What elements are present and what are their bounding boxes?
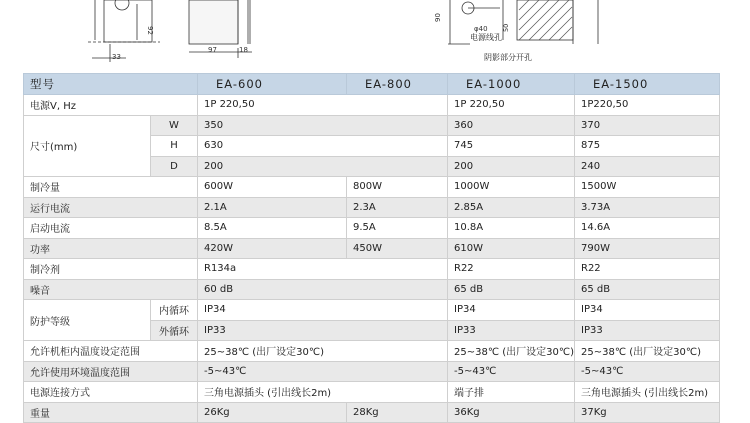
cell: 28Kg [347, 402, 448, 423]
row-label: 制冷量 [24, 177, 198, 198]
row-ambient-temp [24, 361, 720, 382]
power-cable-hole-label: 电源线孔 [470, 33, 502, 42]
row-label: 噪音 [24, 279, 198, 300]
cell: R22 [575, 259, 720, 280]
model-ea-1500: EA-1500 [575, 74, 720, 95]
row-label: 允许使用环境温度范围 [24, 361, 198, 382]
left-dim-1: 92 [146, 26, 154, 35]
row-size-w [24, 115, 720, 136]
model-ea-600: EA-600 [198, 74, 347, 95]
row-protection-inner [24, 300, 720, 321]
cell: 14.6A [575, 218, 720, 239]
left-dim-3: 97 [208, 46, 217, 54]
sub-label: 外循环 [151, 320, 198, 341]
cell: IP33 [448, 320, 575, 341]
cell: 200 [198, 156, 448, 177]
row-cabinet-temp [24, 341, 720, 362]
cell: 65 dB [575, 279, 720, 300]
cell: 450W [347, 238, 448, 259]
cell: 端子排 [448, 382, 575, 403]
cell: 420W [198, 238, 347, 259]
cell: IP33 [198, 320, 448, 341]
right-dim-3: 50 [502, 23, 510, 32]
row-noise [24, 279, 720, 300]
hatched-area [519, 0, 572, 40]
cell: -5~43℃ [198, 361, 448, 382]
cell: 350 [198, 115, 448, 136]
row-start-current [24, 218, 720, 239]
cell: 37Kg [575, 402, 720, 423]
spec-table [23, 73, 720, 423]
cell: 1P 220,50 [448, 95, 575, 116]
drawing-area [0, 0, 750, 72]
cell: 26Kg [198, 402, 347, 423]
cell: 875 [575, 136, 720, 157]
row-label: 允许机柜内温度设定范围 [24, 341, 198, 362]
cell: 1500W [575, 177, 720, 198]
row-label: 制冷剂 [24, 259, 198, 280]
cell: 240 [575, 156, 720, 177]
shaded-opening-label: 阴影部分开孔 [484, 53, 532, 62]
row-label: 尺寸(mm) [24, 115, 151, 177]
table-header-row [24, 74, 720, 95]
right-dim-1: 90 [434, 13, 442, 22]
cell: 2.3A [347, 197, 448, 218]
cell: 790W [575, 238, 720, 259]
cell: 三角电源插头 (引出线长2m) [575, 382, 720, 403]
right-dim-2: φ40 [474, 25, 488, 33]
row-cooling [24, 177, 720, 198]
cell: 25~38℃ (出厂设定30℃) [198, 341, 448, 362]
model-ea-1000: EA-1000 [448, 74, 575, 95]
cell: IP33 [575, 320, 720, 341]
cell: IP34 [448, 300, 575, 321]
model-ea-800: EA-800 [347, 74, 448, 95]
cell: 200 [448, 156, 575, 177]
cell: 36Kg [448, 402, 575, 423]
cell: 8.5A [198, 218, 347, 239]
row-weight [24, 402, 720, 423]
cell: 600W [198, 177, 347, 198]
model-label: 型号 [24, 74, 198, 95]
cell: 65 dB [448, 279, 575, 300]
cell: 370 [575, 115, 720, 136]
cell: 25~38℃ (出厂设定30℃) [448, 341, 575, 362]
cell: 60 dB [198, 279, 448, 300]
cell: -5~43℃ [448, 361, 575, 382]
cell: 25~38℃ (出厂设定30℃) [575, 341, 720, 362]
cell: IP34 [198, 300, 448, 321]
cell: 2.1A [198, 197, 347, 218]
row-label: 防护等级 [24, 300, 151, 341]
sub-label: 内循环 [151, 300, 198, 321]
dimension-drawings [0, 0, 750, 72]
cell: 1P220,50 [575, 95, 720, 116]
sub-label: W [151, 115, 198, 136]
row-label: 电源连接方式 [24, 382, 198, 403]
sub-label: H [151, 136, 198, 157]
row-label: 重量 [24, 402, 198, 423]
cell: 2.85A [448, 197, 575, 218]
row-label: 功率 [24, 238, 198, 259]
row-wattage [24, 238, 720, 259]
cell: 10.8A [448, 218, 575, 239]
left-dim-2: 33 [112, 53, 121, 61]
cell: R134a [198, 259, 448, 280]
cell: IP34 [575, 300, 720, 321]
row-label: 启动电流 [24, 218, 198, 239]
cell: 3.73A [575, 197, 720, 218]
sub-label: D [151, 156, 198, 177]
row-refrigerant [24, 259, 720, 280]
row-connection [24, 382, 720, 403]
cell: 1000W [448, 177, 575, 198]
cell: R22 [448, 259, 575, 280]
cell: 1P 220,50 [198, 95, 448, 116]
left-dim-4: 18 [239, 46, 248, 54]
row-label: 运行电流 [24, 197, 198, 218]
cell: 630 [198, 136, 448, 157]
cell: 800W [347, 177, 448, 198]
cell: 360 [448, 115, 575, 136]
cell: 610W [448, 238, 575, 259]
row-label: 电源V, Hz [24, 95, 198, 116]
cell: -5~43℃ [575, 361, 720, 382]
cell: 三角电源插头 (引出线长2m) [198, 382, 448, 403]
cell: 745 [448, 136, 575, 157]
row-power [24, 95, 720, 116]
row-run-current [24, 197, 720, 218]
cell: 9.5A [347, 218, 448, 239]
